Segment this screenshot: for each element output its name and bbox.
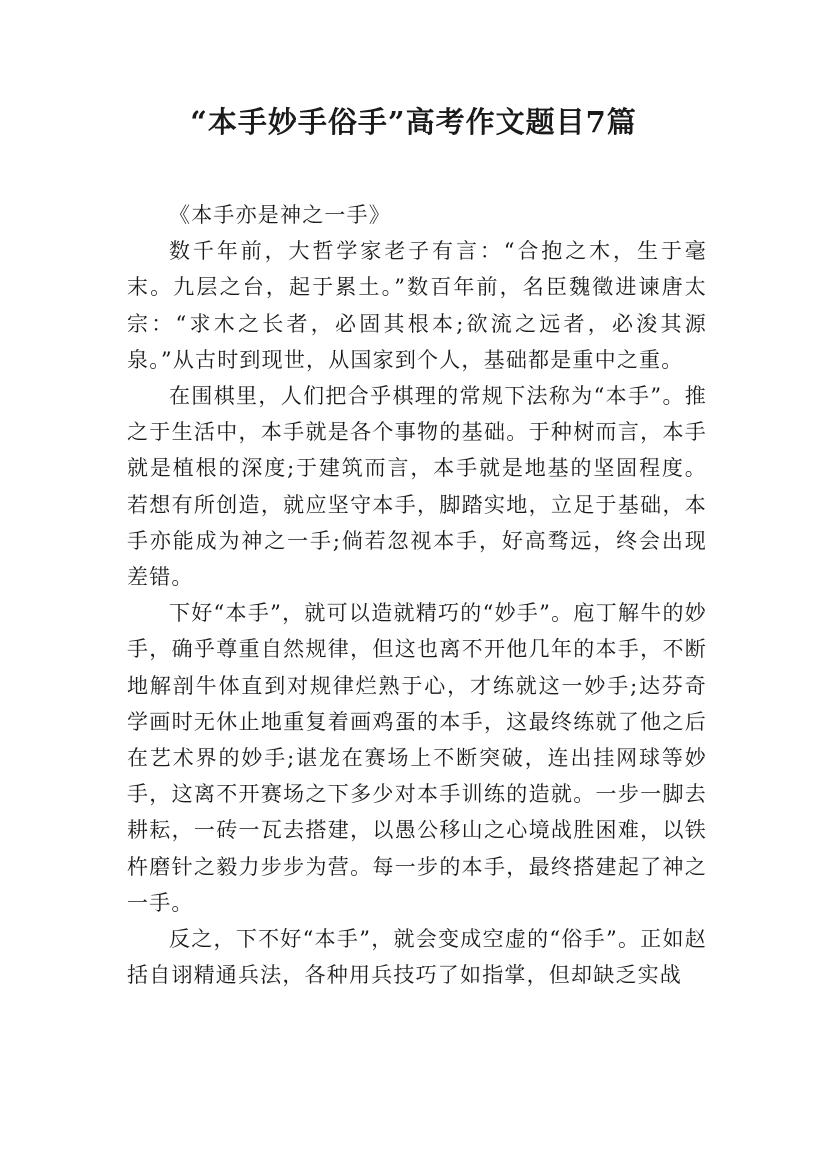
paragraph: 在围棋里，人们把合乎棋理的常规下法称为“本手”。推之于生活中，本手就是各个事物的基础。于种树而言，本手就是植根的深度;于建筑而言，本手就是地基的坚固程度。若想有所创造，就应坚守本手，脚踏实地，立足于基础，本手亦能成为神之一手;倘若忽视本手，好高骛远，终会出现差错。 [127, 384, 707, 590]
paragraph: 反之，下不好“本手”，就会变成空虚的“俗手”。正如赵括自诩精通兵法，各种用兵技巧了如指掌，但却缺乏实战 [127, 927, 707, 988]
paragraph: 数千年前，大哲学家老子有言：“合抱之木，生于毫末。九层之台，起于累土。”数百年前，名臣魏徵进谏唐太宗：“求木之长者，必固其根本;欲流之远者，必浚其源泉。”从古时到现世，从国家到个人，基础都是重中之重。 [127, 239, 707, 372]
document-title: “本手妙手俗手”高考作文题目7篇 [190, 105, 637, 139]
paragraph: 下好“本手”，就可以造就精巧的“妙手”。庖丁解牛的妙手，确乎尊重自然规律，但这也离不开他几年的本手，不断地解剖牛体直到对规律烂熟于心，才练就这一妙手;达芬奇学画时无休止地重复着画鸡蛋的本手，这最终练就了他之后在艺术界的妙手;谌龙在赛场上不断突破，连出挂网球等妙手，这离不开赛场之下多少对本手训练的造就。一步一脚去耕耘，一砖一瓦去搭建，以愚公移山之心境战胜困难，以铁杵磨针之毅力步步为营。每一步的本手，最终搭建起了神之一手。 [127, 601, 707, 915]
document-body [127, 197, 707, 993]
essay-subtitle: 《本手亦是神之一手》 [169, 203, 391, 227]
